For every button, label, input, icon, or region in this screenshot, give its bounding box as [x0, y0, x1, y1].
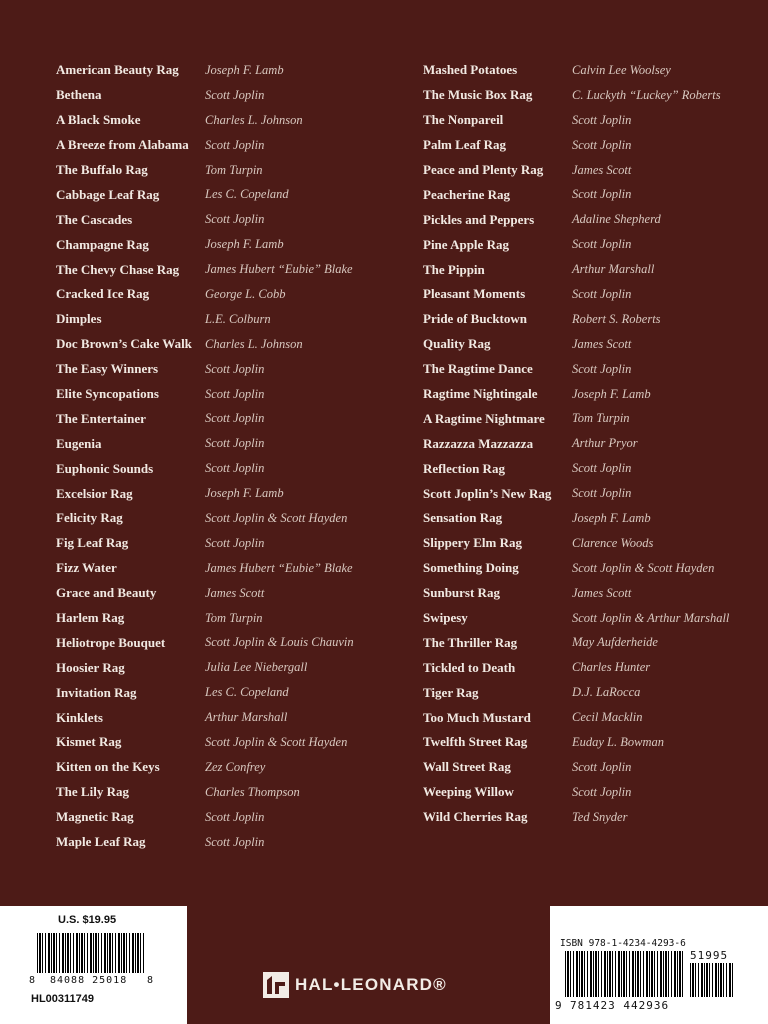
song-row [56, 730, 396, 755]
song-title: Cabbage Leaf Rag [56, 186, 160, 202]
publisher-name: HAL•LEONARD® [295, 975, 447, 994]
song-composer: Tom Turpin [205, 610, 263, 625]
song-composer: George L. Cobb [205, 286, 286, 301]
price-label: U.S. $19.95 [58, 914, 117, 926]
song-title: Pleasant Moments [423, 286, 526, 302]
song-row [423, 83, 763, 108]
song-row [56, 133, 396, 158]
song-row [56, 257, 396, 282]
song-composer: Calvin Lee Woolsey [572, 62, 671, 77]
song-composer: Scott Joplin [205, 436, 265, 451]
song-composer: Charles L. Johnson [205, 112, 303, 127]
song-row [423, 58, 763, 83]
song-title: The Pippin [423, 261, 485, 277]
song-row [56, 182, 396, 207]
song-title: The Buffalo Rag [56, 162, 148, 177]
song-composer: Scott Joplin [205, 87, 265, 102]
song-row [56, 207, 396, 232]
song-title: Dimples [56, 311, 102, 327]
upc-barcode [37, 933, 145, 973]
song-title: Doc Brown’s Cake Walk [56, 336, 192, 352]
song-composer: Charles Thompson [205, 784, 300, 799]
song-composer: Scott Joplin & Louis Chauvin [205, 635, 354, 650]
hal-leonard-mark-icon [263, 972, 289, 998]
song-row [56, 805, 396, 830]
song-title: A Black Smoke [56, 112, 141, 128]
song-composer: Scott Joplin & Scott Hayden [572, 560, 715, 575]
song-title: Felicity Rag [56, 510, 123, 526]
song-title: The Entertainer [56, 410, 146, 426]
song-title: Reflection Rag [423, 460, 505, 476]
song-row [56, 506, 396, 531]
song-row [423, 207, 763, 232]
song-title: Fizz Water [56, 560, 117, 576]
song-composer: Clarence Woods [572, 535, 654, 550]
song-row [423, 531, 763, 556]
song-composer: Euday L. Bowman [572, 734, 665, 749]
song-title: The Chevy Chase Rag [56, 261, 180, 277]
song-composer: Arthur Marshall [205, 710, 288, 725]
song-row [423, 357, 763, 382]
song-composer: L.E. Colburn [205, 311, 271, 326]
song-row [56, 456, 396, 481]
song-title: Kismet Rag [56, 734, 122, 750]
song-row [423, 406, 763, 431]
song-title: Euphonic Sounds [56, 460, 154, 476]
song-title: Tickled to Death [423, 659, 516, 675]
song-row [423, 307, 763, 332]
song-title: American Beauty Rag [56, 62, 179, 78]
isbn-addon-digits: 51995 [690, 949, 729, 962]
song-composer: Scott Joplin [572, 137, 632, 152]
song-composer: Scott Joplin [205, 386, 265, 401]
song-composer: Scott Joplin [205, 361, 265, 376]
song-row [56, 755, 396, 780]
song-composer: Robert S. Roberts [572, 311, 661, 326]
song-composer: Julia Lee Niebergall [205, 660, 308, 675]
song-row [423, 133, 763, 158]
song-row [423, 382, 763, 407]
song-row [56, 158, 396, 183]
song-title: Fig Leaf Rag [56, 535, 129, 551]
song-composer: James Hubert “Eubie” Blake [205, 262, 353, 277]
song-title: Weeping Willow [423, 784, 514, 800]
song-title: Maple Leaf Rag [56, 834, 146, 850]
song-row [56, 556, 396, 581]
song-row [56, 780, 396, 805]
song-title: A Breeze from Alabama [56, 137, 189, 153]
song-composer: James Hubert “Eubie” Blake [205, 560, 353, 575]
song-row [423, 606, 763, 631]
song-composer: Scott Joplin [205, 461, 265, 476]
song-composer: James Scott [205, 585, 265, 600]
song-title: Tiger Rag [423, 684, 479, 700]
song-row [56, 382, 396, 407]
song-row [423, 506, 763, 531]
song-composer: Scott Joplin [572, 237, 632, 252]
song-title: Hoosier Rag [56, 659, 125, 675]
song-row [56, 830, 396, 855]
song-row [56, 655, 396, 680]
song-title: Sensation Rag [423, 510, 503, 526]
song-title: Palm Leaf Rag [423, 137, 507, 153]
isbn-digit-lead: 9 [555, 999, 562, 1012]
song-composer: James Scott [572, 585, 632, 600]
song-composer: Arthur Pryor [572, 436, 638, 451]
song-title: Pride of Bucktown [423, 311, 527, 327]
song-title: Sunburst Rag [423, 585, 500, 601]
song-row [423, 332, 763, 357]
song-title: Mashed Potatoes [423, 62, 518, 78]
song-row [56, 58, 396, 83]
song-title: Magnetic Rag [56, 809, 134, 825]
song-composer: D.J. LaRocca [572, 685, 641, 700]
song-composer: Scott Joplin & Scott Hayden [205, 510, 348, 525]
song-row [423, 655, 763, 680]
song-row [423, 108, 763, 133]
song-composer: Zez Confrey [205, 759, 266, 774]
song-row [423, 481, 763, 506]
isbn-addon-barcode [690, 963, 734, 997]
song-title: The Ragtime Dance [423, 361, 533, 377]
song-title: Pine Apple Rag [423, 236, 509, 252]
song-title: Ragtime Nightingale [423, 386, 538, 402]
song-title: Eugenia [56, 435, 102, 451]
song-row [56, 332, 396, 357]
song-title: Cracked Ice Rag [56, 286, 150, 302]
song-composer: May Aufderheide [572, 635, 658, 650]
song-title: Too Much Mustard [423, 709, 531, 725]
song-composer: Joseph F. Lamb [572, 510, 651, 525]
song-row [423, 730, 763, 755]
song-composer: Scott Joplin [205, 137, 265, 152]
upc-digits-main: 84088 25018 [50, 975, 128, 986]
song-row [56, 108, 396, 133]
song-title: The Easy Winners [56, 361, 159, 377]
hal-leonard-logo [263, 972, 447, 998]
song-composer: Scott Joplin [205, 535, 265, 550]
song-row [56, 431, 396, 456]
isbn-barcode [565, 951, 685, 997]
song-row [423, 257, 763, 282]
song-title: Elite Syncopations [56, 386, 159, 402]
song-composer: Scott Joplin [572, 187, 632, 202]
song-composer: Scott Joplin & Scott Hayden [205, 734, 348, 749]
song-composer: Scott Joplin [572, 784, 632, 799]
song-composer: C. Luckyth “Luckey” Roberts [572, 87, 721, 102]
song-title: The Music Box Rag [423, 87, 533, 103]
song-composer: Scott Joplin [205, 212, 265, 227]
isbn-label: ISBN 978-1-4234-4293-6 [560, 938, 686, 949]
song-row [423, 431, 763, 456]
song-composer: Tom Turpin [572, 411, 630, 426]
song-title: A Ragtime Nightmare [423, 410, 545, 426]
song-title: Scott Joplin’s New Rag [423, 485, 552, 501]
song-title: The Cascades [56, 211, 133, 227]
song-row [56, 307, 396, 332]
song-title: Wall Street Rag [423, 759, 511, 775]
song-row [423, 630, 763, 655]
song-composer: Cecil Macklin [572, 710, 643, 725]
song-composer: Scott Joplin & Arthur Marshall [572, 610, 730, 625]
song-row [56, 606, 396, 631]
song-row [423, 805, 763, 830]
song-composer: Scott Joplin [205, 411, 265, 426]
song-composer: Scott Joplin [572, 286, 632, 301]
isbn-barcode-panel [550, 906, 768, 1024]
isbn-digits-main: 781423 442936 [570, 999, 670, 1012]
song-title: Razzazza Mazzazza [423, 435, 534, 451]
song-row [56, 406, 396, 431]
song-row [56, 531, 396, 556]
song-row [56, 581, 396, 606]
song-row [423, 680, 763, 705]
song-title: The Lily Rag [56, 784, 129, 800]
song-row [56, 481, 396, 506]
song-title: Twelfth Street Rag [423, 734, 528, 750]
song-composer: James Scott [572, 162, 632, 177]
song-list-left [56, 58, 396, 855]
song-composer: Les C. Copeland [205, 685, 289, 700]
song-row [56, 282, 396, 307]
song-composer: Joseph F. Lamb [205, 62, 284, 77]
song-title: Peacherine Rag [423, 186, 511, 202]
song-composer: Scott Joplin [572, 759, 632, 774]
song-row [423, 282, 763, 307]
song-composer: Scott Joplin [572, 361, 632, 376]
song-row [423, 755, 763, 780]
song-composer: Scott Joplin [572, 486, 632, 501]
song-row [423, 456, 763, 481]
song-composer: Scott Joplin [572, 461, 632, 476]
song-composer: Les C. Copeland [205, 187, 289, 202]
song-composer: Joseph F. Lamb [205, 237, 284, 252]
song-composer: Arthur Marshall [572, 262, 655, 277]
song-composer: Charles L. Johnson [205, 336, 303, 351]
song-title: Excelsior Rag [56, 485, 133, 501]
song-composer: James Scott [572, 336, 632, 351]
upc-digit-trail: 8 [147, 975, 154, 986]
song-list-right [423, 58, 763, 830]
song-row [423, 705, 763, 730]
song-composer: Joseph F. Lamb [205, 486, 284, 501]
song-title: Kitten on the Keys [56, 759, 160, 775]
song-row [423, 182, 763, 207]
song-composer: Charles Hunter [572, 660, 651, 675]
song-row [56, 705, 396, 730]
song-title: Wild Cherries Rag [423, 809, 528, 825]
song-row [423, 556, 763, 581]
song-title: The Thriller Rag [423, 634, 518, 650]
song-row [56, 357, 396, 382]
song-row [56, 680, 396, 705]
song-title: Swipesy [423, 610, 468, 626]
product-code: HL00311749 [31, 993, 94, 1005]
song-title: Something Doing [423, 560, 519, 576]
song-title: Invitation Rag [56, 684, 137, 700]
song-composer: Adaline Shepherd [572, 212, 661, 227]
price-barcode-panel [0, 906, 187, 1024]
song-composer: Tom Turpin [205, 162, 263, 177]
song-composer: Scott Joplin [205, 809, 265, 824]
song-composer: Scott Joplin [572, 112, 632, 127]
song-title: Slippery Elm Rag [423, 535, 522, 551]
song-row [423, 780, 763, 805]
song-title: The Nonpareil [423, 112, 504, 128]
song-title: Kinklets [56, 709, 103, 725]
song-row [56, 83, 396, 108]
song-row [423, 581, 763, 606]
song-title: Peace and Plenty Rag [423, 162, 544, 177]
song-row [56, 630, 396, 655]
song-title: Heliotrope Bouquet [56, 634, 166, 650]
song-row [56, 232, 396, 257]
upc-digit-lead: 8 [29, 975, 36, 986]
song-title: Pickles and Peppers [423, 211, 535, 227]
song-title: Harlem Rag [56, 610, 125, 626]
song-composer: Scott Joplin [205, 834, 265, 849]
song-title: Champagne Rag [56, 236, 149, 252]
song-composer: Joseph F. Lamb [572, 386, 651, 401]
song-row [423, 232, 763, 257]
song-title: Quality Rag [423, 336, 491, 352]
song-row [423, 158, 763, 183]
song-composer: Ted Snyder [572, 809, 628, 824]
song-title: Grace and Beauty [56, 585, 157, 601]
song-title: Bethena [56, 87, 102, 103]
